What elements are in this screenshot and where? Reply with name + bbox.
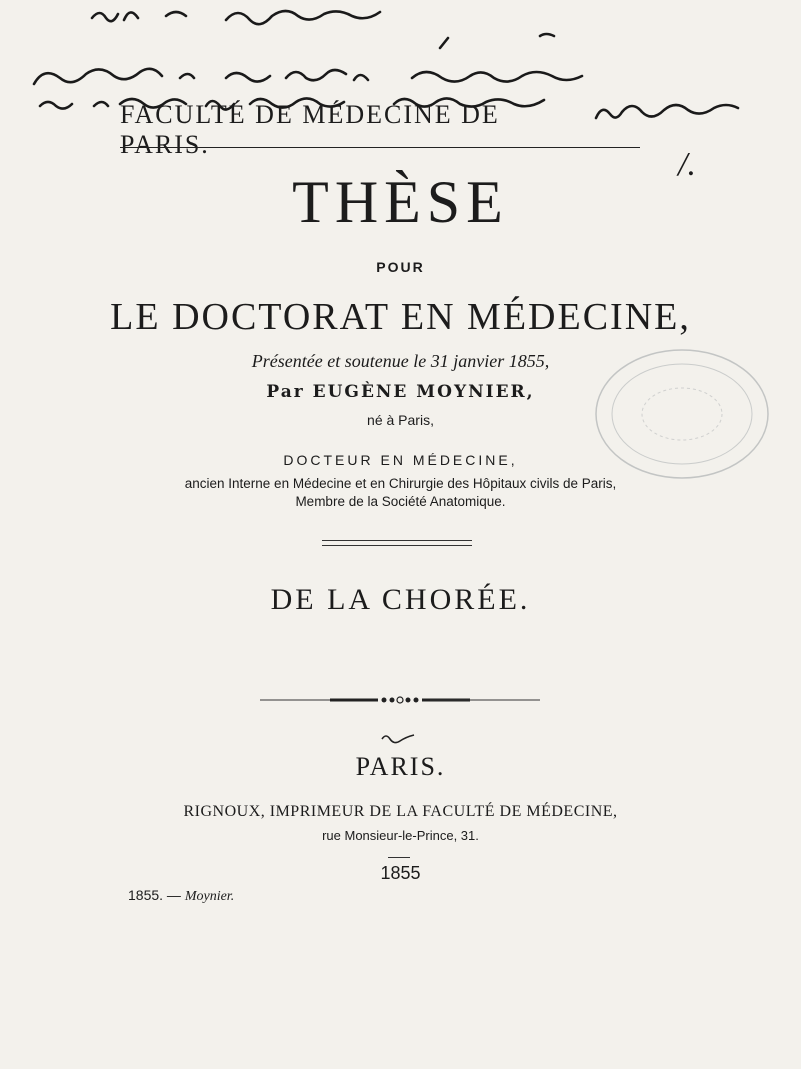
faculty-heading: FACULTÉ DE MÉDECINE DE PARIS. [120,100,500,159]
flourish-icon [378,733,418,747]
library-stamp [582,338,778,488]
subject-title: DE LA CHORÉE. [270,583,531,616]
birthplace: né à Paris, [367,412,434,428]
author-position: ancien Interne en Médecine et en Chirurgie des Hôpitaux civils de Paris, [184,476,617,491]
thesis-title: THÈSE [292,169,509,235]
imprint-rule [388,857,410,858]
pour-label: POUR [376,259,425,275]
printer-address: rue Monsieur-le-Prince, 31. [322,828,479,843]
printer-name: RIGNOUX, IMPRIMEUR DE LA FACULTÉ DE MÉDECINE, [183,803,618,820]
ornament-icon [260,695,540,705]
shelfmark-name: Moynier. [184,889,235,904]
shelfmark [128,887,234,905]
header-rule [120,147,640,148]
handwritten-flourish [378,733,418,747]
imprint-year: 1855 [380,863,421,883]
doctorate-line: LE DOCTORAT EN MÉDECINE, [110,296,691,338]
ornamental-rule [322,540,472,546]
handwritten-mark: /. [678,146,696,183]
author-membership: Membre de la Société Anatomique. [295,494,506,509]
ornament-divider [260,692,540,702]
presentation-date: Présentée et soutenue le 31 janvier 1855, [251,351,550,371]
author-degree: DOCTEUR EN MÉDECINE, [283,452,518,468]
author-name: Par EUGÈNE MOYNIER, [266,382,535,402]
shelfmark-prefix: 1855. — [128,887,181,903]
imprint-city: PARIS. [355,752,446,781]
stamp-icon [582,338,778,488]
